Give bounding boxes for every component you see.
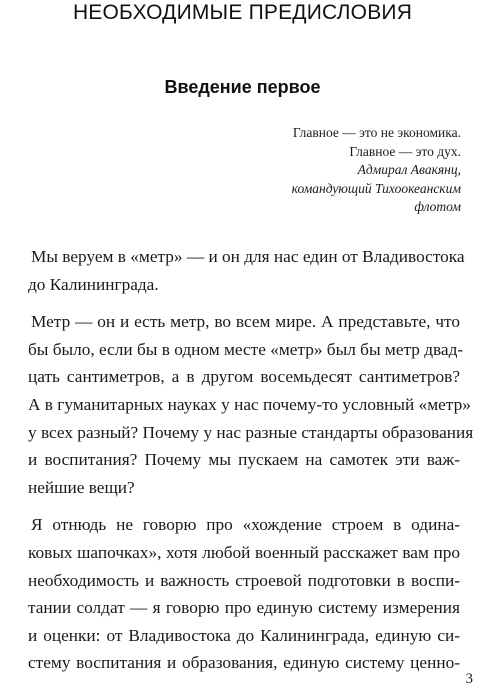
section-title: Введение первое [164, 77, 321, 97]
paragraph [28, 243, 465, 298]
text-line: ковых шапочках», хотя любой военный расскажет вам про [28, 542, 460, 562]
text-line: и воспитания? Почему мы пускаем на самотек эти важ- [28, 450, 460, 470]
paragraph [28, 308, 474, 501]
text-line: А в гуманитарных науках у нас почему-то условный «метр» [28, 394, 471, 414]
text-line: стему воспитания и образования, единую систему ценно- [28, 653, 460, 673]
text-line: и оценки: от Владивостока до Калининграда, единую си- [28, 625, 460, 645]
body-text [28, 243, 474, 687]
text-line: тании солдат — я говорю про единую систему измерения [28, 598, 460, 618]
epigraph-line: Главное — это дух. [349, 143, 461, 159]
paragraph [28, 511, 460, 677]
epigraph-author: командующий Тихоокеанским [291, 180, 461, 196]
epigraph-line: Главное — это не экономика. [292, 125, 461, 140]
epigraph-author: флотом [414, 199, 461, 215]
text-line: Метр — он и есть метр, во всем мире. А представьте, что [31, 312, 460, 332]
text-line: нейшие вещи? [28, 477, 135, 497]
epigraph [191, 124, 461, 217]
text-line: Я отнюдь не говорю про «хождение строем в одина- [31, 515, 460, 535]
text-line: бы было, если бы в одном месте «метр» был бы метр двад- [28, 339, 464, 359]
text-line: до Калининграда. [28, 274, 159, 294]
text-line: Мы веруем в «метр» — и он для нас един от Владивостока [31, 247, 465, 266]
epigraph-author: Адмирал Авакянц, [357, 162, 461, 178]
text-line: цать сантиметров, а в другом восемьдесят сантиметров? [28, 367, 460, 387]
text-line: у всех разный? Почему у нас разные стандарты образования [28, 422, 474, 442]
text-line: необходимость и важность строевой подготовки в воспи- [28, 570, 460, 590]
running-header: НЕОБХОДИМЫЕ ПРЕДИСЛОВИЯ [72, 1, 413, 24]
page-number: 3 [465, 671, 473, 687]
